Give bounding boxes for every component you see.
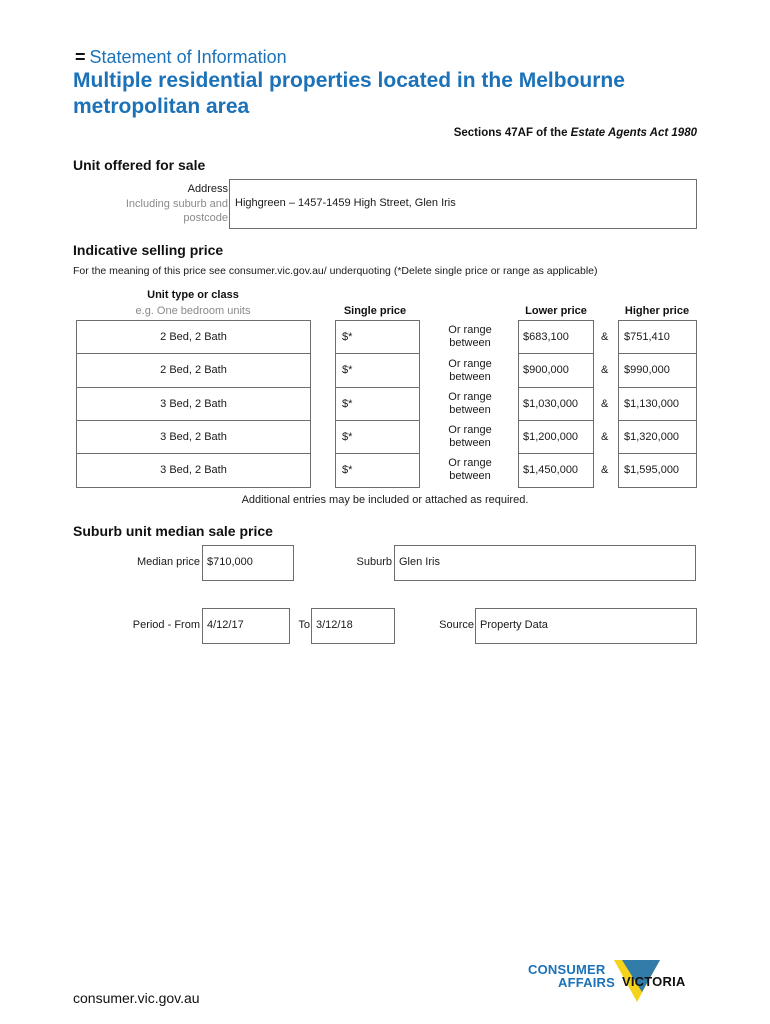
logo-text-consumer: CONSUMER [528, 962, 606, 977]
row-4-lower-price[interactable]: $1,200,000 [523, 431, 579, 443]
logo-text-affairs: AFFAIRS [558, 975, 616, 990]
range-label-2: between [449, 470, 491, 482]
row-1-unit-type: 2 Bed, 2 Bath [160, 331, 227, 343]
col-unit-example: e.g. One bedroom units [135, 305, 251, 317]
row-divider [618, 453, 697, 454]
col-single-price: Single price [343, 305, 407, 317]
unit-offered-heading: Unit offered for sale [73, 157, 206, 173]
row-2-higher-price[interactable]: $990,000 [624, 364, 670, 376]
legislation-reference [454, 127, 697, 139]
row-2-unit-type: 2 Bed, 2 Bath [160, 364, 227, 376]
address-sublabel-2: postcode [183, 212, 228, 224]
row-1-lower-price[interactable]: $683,100 [523, 331, 569, 343]
logo-text-victoria: VICTORIA [622, 974, 686, 989]
range-label-2: between [449, 404, 491, 416]
row-divider [518, 453, 594, 454]
additional-entries-note: Additional entries may be included or attached as required. [241, 494, 529, 506]
row-3-lower-price[interactable]: $1,030,000 [523, 398, 579, 410]
row-4-single-price[interactable]: $* [342, 431, 353, 443]
row-divider [518, 420, 594, 421]
col-lower-price: Lower price [525, 305, 587, 317]
row-5-unit-type: 3 Bed, 2 Bath [160, 464, 227, 476]
row-1-range-text [434, 324, 506, 350]
range-label-2: between [449, 437, 491, 449]
row-divider [76, 353, 311, 354]
range-label-2: between [449, 371, 491, 383]
period-to-value: 3/12/18 [316, 619, 353, 631]
address-label-block [105, 182, 228, 226]
period-from-value: 4/12/17 [207, 619, 244, 631]
suburb-value: Glen Iris [399, 556, 440, 568]
address-value: Highgreen – 1457-1459 High Street, Glen Iris [235, 197, 456, 209]
row-3-ampersand: & [601, 398, 609, 410]
row-3-single-price[interactable]: $* [342, 398, 353, 410]
footer-url: consumer.vic.gov.au [73, 990, 200, 1006]
address-label: Address [187, 183, 228, 195]
row-2-range-text [434, 358, 506, 384]
col-higher-price: Higher price [624, 305, 690, 317]
row-1-higher-price[interactable]: $751,410 [624, 331, 670, 343]
kicker-text: Statement of Information [89, 47, 287, 67]
range-label-2: between [449, 337, 491, 349]
row-divider [335, 420, 420, 421]
equals-symbol: = [75, 47, 86, 67]
consumer-affairs-victoria-logo [526, 958, 706, 1006]
row-divider [518, 387, 594, 388]
col-unit-type: Unit type or class [147, 289, 239, 301]
suburb-label: Suburb [356, 556, 392, 568]
row-2-lower-price[interactable]: $900,000 [523, 364, 569, 376]
row-divider [335, 353, 420, 354]
row-5-higher-price[interactable]: $1,595,000 [624, 464, 680, 476]
indicative-price-heading: Indicative selling price [73, 242, 224, 258]
period-from-label: Period - From [132, 619, 200, 631]
row-4-range-text [434, 424, 506, 450]
row-divider [76, 387, 311, 388]
source-label: Source [439, 619, 474, 631]
median-heading: Suburb unit median sale price [73, 523, 273, 539]
median-price-value: $710,000 [207, 556, 253, 568]
row-2-ampersand: & [601, 364, 609, 376]
row-3-unit-type: 3 Bed, 2 Bath [160, 398, 227, 410]
indicative-note: For the meaning of this price see consumer.vic.gov.au/ underquoting (*Delete single price or range as applicable) [73, 265, 598, 277]
range-label-1: Or range [448, 358, 492, 370]
row-5-range-text [434, 457, 506, 483]
range-label-1: Or range [448, 391, 492, 403]
row-divider [76, 420, 311, 421]
row-3-higher-price[interactable]: $1,130,000 [624, 398, 680, 410]
page-title: Multiple residential properties located in the Melbourne metropolitan area [73, 69, 625, 118]
row-5-single-price[interactable]: $* [342, 464, 353, 476]
period-to-label: To [298, 619, 310, 631]
row-divider [335, 387, 420, 388]
range-label-1: Or range [448, 457, 492, 469]
row-divider [76, 453, 311, 454]
row-4-ampersand: & [601, 431, 609, 443]
row-1-ampersand: & [601, 331, 609, 343]
row-2-single-price[interactable]: $* [342, 364, 353, 376]
row-divider [618, 420, 697, 421]
row-1-single-price[interactable]: $* [342, 331, 353, 343]
document-kicker [75, 47, 287, 68]
row-divider [518, 353, 594, 354]
address-sublabel-1: Including suburb and [125, 197, 228, 210]
row-divider [618, 387, 697, 388]
row-divider [335, 453, 420, 454]
row-3-range-text [434, 391, 506, 417]
source-value: Property Data [480, 619, 548, 631]
row-4-unit-type: 3 Bed, 2 Bath [160, 431, 227, 443]
median-price-label: Median price [137, 556, 200, 568]
row-5-ampersand: & [601, 464, 609, 476]
row-4-higher-price[interactable]: $1,320,000 [624, 431, 680, 443]
row-divider [618, 353, 697, 354]
range-label-1: Or range [448, 324, 492, 336]
legislation-prefix: Sections 47AF of the [453, 127, 571, 139]
range-label-1: Or range [448, 424, 492, 436]
row-5-lower-price[interactable]: $1,450,000 [523, 464, 579, 476]
legislation-act: Estate Agents Act 1980 [570, 127, 697, 139]
